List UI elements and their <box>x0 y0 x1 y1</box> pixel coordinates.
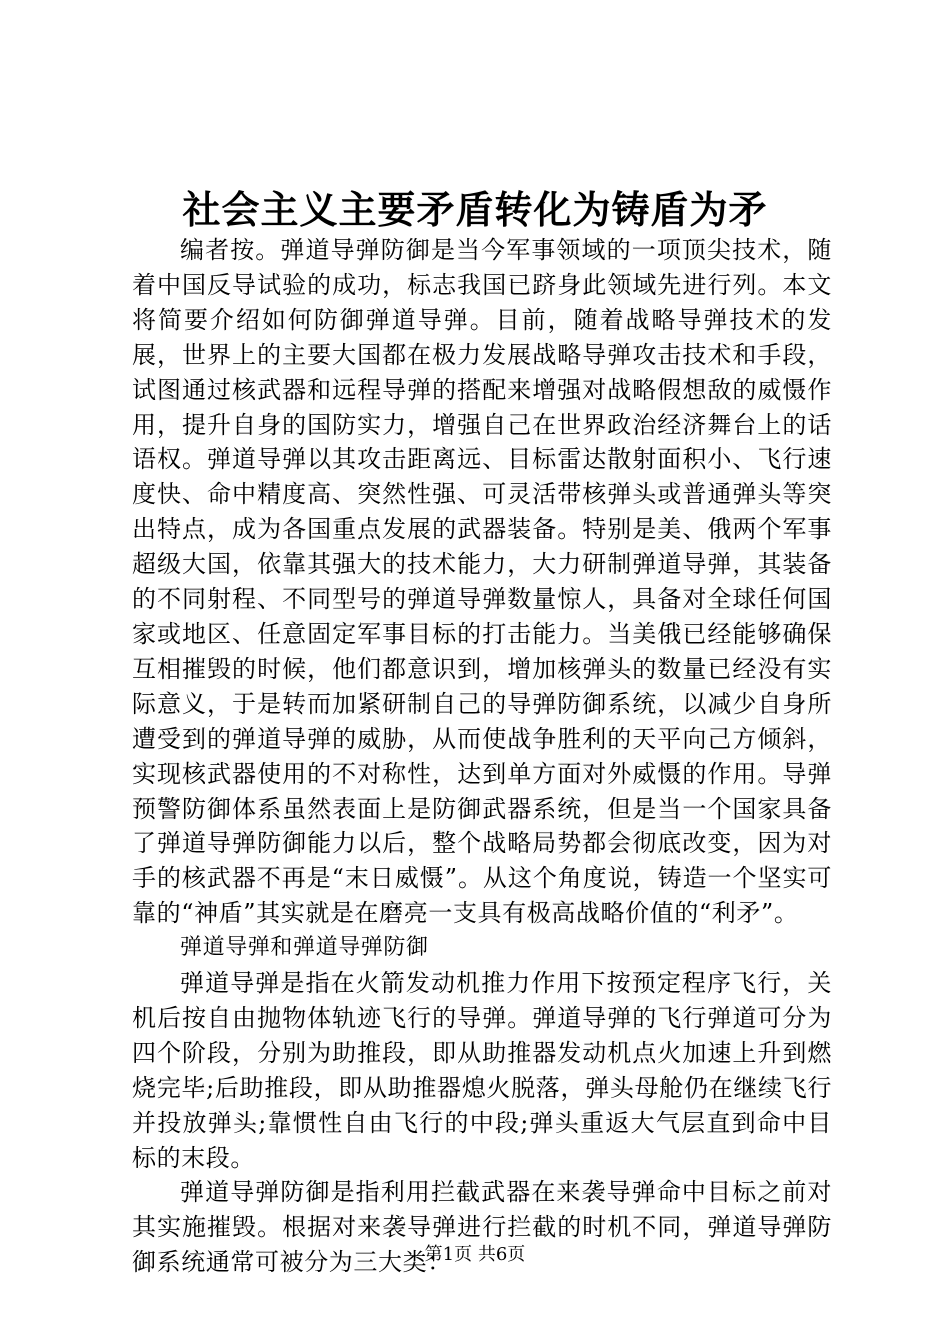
missile-defense-paragraph: 弹道导弹防御是指利用拦截武器在来袭导弹命中目标之前对其实施摧毁。根据对来袭导弹进行拦截的时机不同，弹道导弹防御系统通常可被分为三大类： <box>132 1178 832 1277</box>
editor-note-paragraph: 编者按。弹道导弹防御是当今军事领域的一项顶尖技术，随着中国反导试验的成功，标志我国已跻身此领域先进行列。本文将简要介绍如何防御弹道导弹。目前，随着战略导弹技术的发展，世界上的主要大国都在极力发展战略导弹攻击技术和手段，试图通过核武器和远程导弹的搭配来增强对战略假想敌的威慑作用，提升自身的国防实力，增强自己在世界政治经济舞台上的话语权。弹道导弹以其攻击距离远、目标雷达散射面积小、飞行速度快、命中精度高、突然性强、可灵活带核弹头或普通弹头等突出特点，成为各国重点发展的武器装备。特别是美、俄两个军事超级大国，依靠其强大的技术能力，大力研制弹道导弹，其装备的不同射程、不同型号的弹道导弹数量惊人，具备对全球任何国家或地区、任意固定军事目标的打击能力。当美俄已经能够确保互相摧毁的时候，他们都意识到，增加核弹头的数量已经没有实际意义，于是转而加紧研制自己的导弹防御系统，以减少自身所遭受到的弹道导弹的威胁，从而使战争胜利的天平向己方倾斜，实现核武器使用的不对称性，达到单方面对外威慑的作用。导弹预警防御体系虽然表面上是防御武器系统，但是当一个国家具备了弹道导弹防御能力以后，整个战略局势都会彻底改变，因为对手的核武器不再是“末日威慑”。从这个角度说，铸造一个坚实可靠的“神盾”其实就是在磨亮一支具有极高战略价值的“利矛”。 <box>132 236 832 928</box>
document-title: 社会主义主要矛盾转化为铸盾为矛 <box>182 187 768 232</box>
page-footer: 第1页 共6页 <box>424 1244 526 1265</box>
ballistic-missile-paragraph: 弹道导弹是指在火箭发动机推力作用下按预定程序飞行，关机后按自由抛物体轨迹飞行的导弹。弹道导弹的飞行弹道可分为四个阶段，分别为助推段，即从助推器发动机点火加速上升到燃烧完毕;后助推段，即从助推器熄火脱落，弹头母舱仍在继续飞行并投放弹头;靠惯性自由飞行的中段;弹头重返大气层直到命中目标的末段。 <box>132 969 832 1172</box>
document-body <box>132 233 832 1280</box>
section-heading: 弹道导弹和弹道导弹防御 <box>180 935 429 961</box>
